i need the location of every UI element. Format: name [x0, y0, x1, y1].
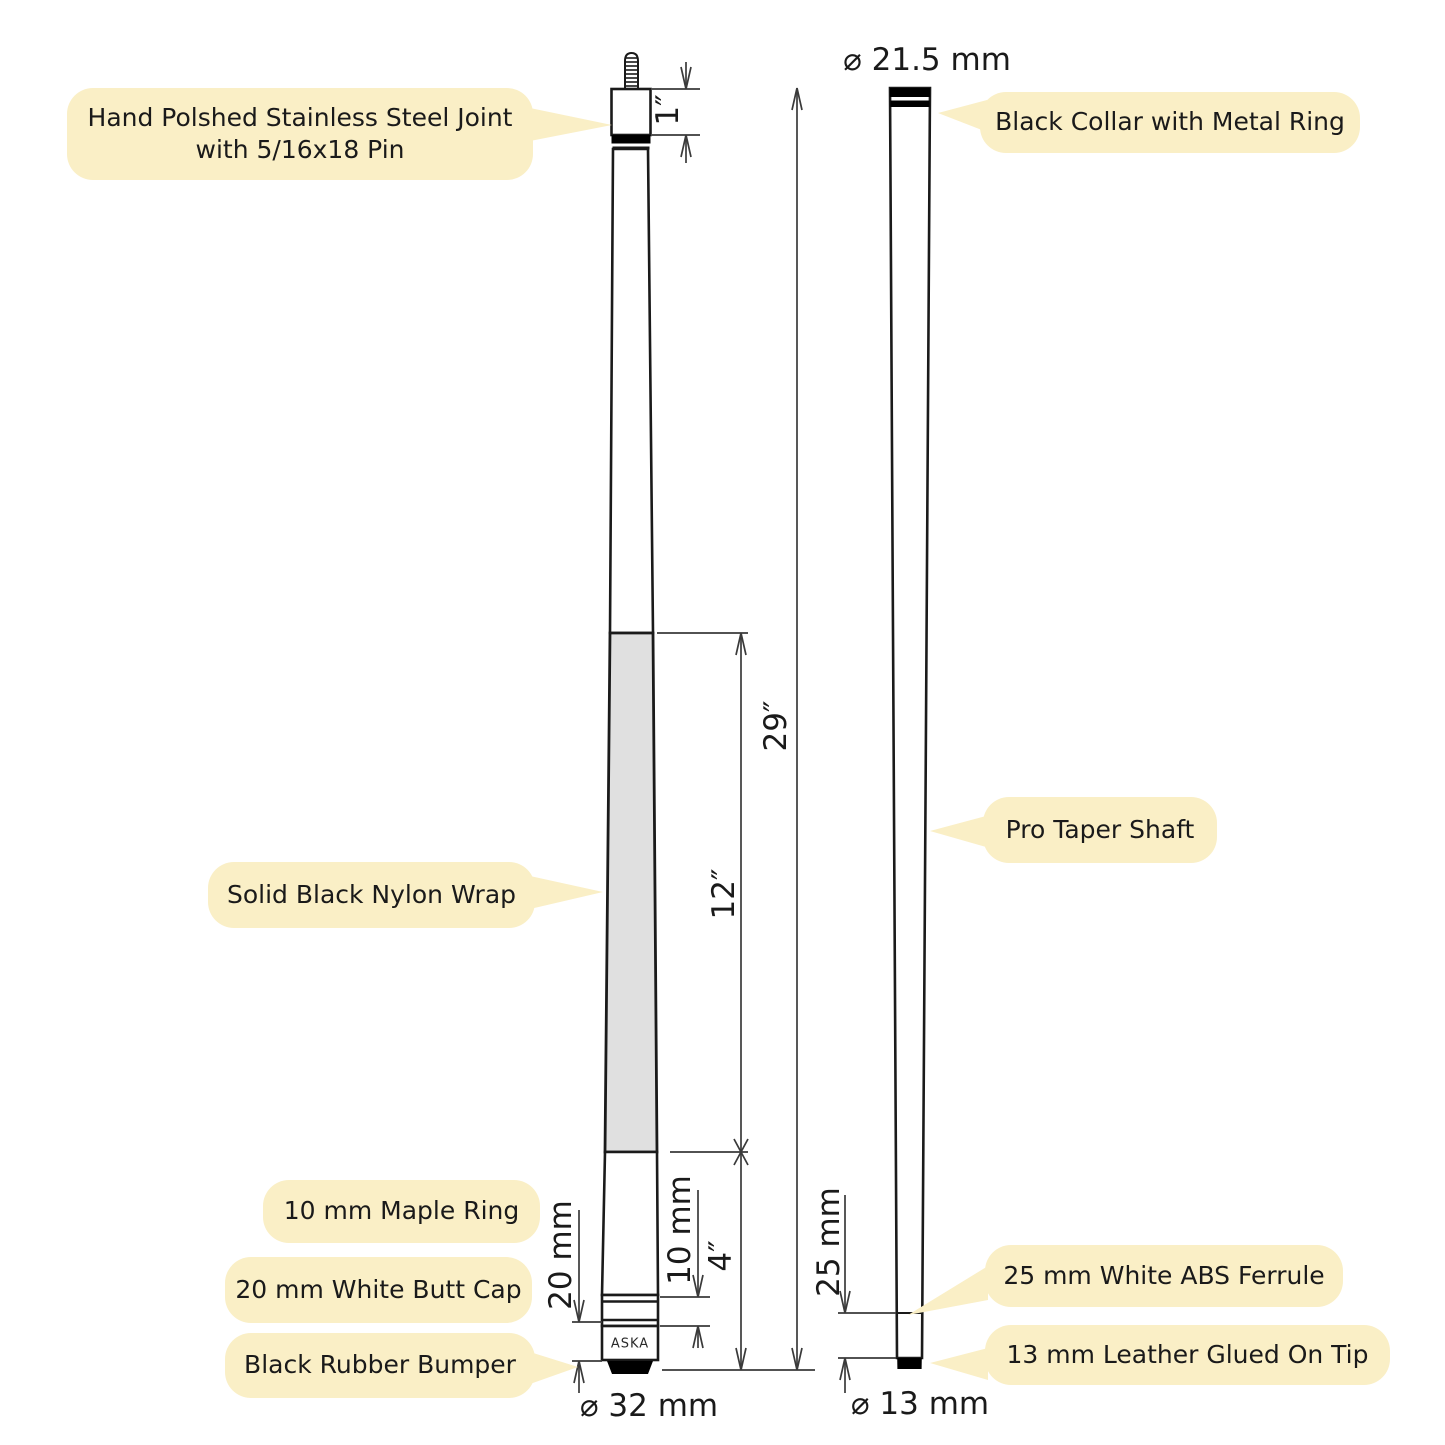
butt-section [602, 53, 658, 1374]
callout-shaft [983, 797, 1217, 863]
callout-joint-line2: with 5/16x18 Pin [195, 135, 405, 164]
butt-sleeve [602, 1152, 658, 1295]
callout-tip [985, 1325, 1390, 1385]
brand-text: ASKA [610, 1336, 650, 1352]
dim-wrap-length: 12″ [706, 868, 742, 920]
callout-maple-ring-text: 10 mm Maple Ring [283, 1196, 520, 1226]
callout-bumper [225, 1333, 535, 1398]
callout-collar [980, 92, 1360, 153]
shaft-collar-band2 [890, 101, 929, 108]
joint-black-ring [612, 135, 651, 144]
dim-joint-length: 1″ [650, 94, 686, 126]
callout-collar-text: Black Collar with Metal Ring [995, 107, 1345, 137]
callout-shaft-text: Pro Taper Shaft [1005, 814, 1195, 844]
dim-butt-cap: 20 mm [543, 1200, 579, 1310]
dim-maple-ring: 10 mm [662, 1175, 698, 1285]
dim-sleeve-length: 4″ [703, 1240, 739, 1272]
callout-wrap-text: Solid Black Nylon Wrap [226, 879, 517, 909]
leather-tip [897, 1358, 922, 1369]
maple-ring [602, 1295, 658, 1326]
callout-wrap [208, 862, 535, 928]
dim-ferrule: 25 mm [811, 1187, 847, 1297]
joint-callout-pointer [530, 108, 612, 141]
callout-butt-cap-text: 20 mm White Butt Cap [235, 1274, 522, 1304]
rubber-bumper [607, 1361, 653, 1374]
callout-butt-cap [225, 1257, 532, 1323]
callout-maple-ring [263, 1180, 540, 1243]
callout-ferrule-text: 25 mm White ABS Ferrule [1003, 1260, 1325, 1290]
callout-joint [67, 88, 533, 180]
forearm [610, 149, 653, 633]
callout-tip-text: 13 mm Leather Glued On Tip [1006, 1339, 1369, 1369]
joint-collar [612, 89, 651, 135]
dim-shaft-diameter: ⌀ 21.5 mm [843, 42, 1011, 78]
shaft-callout-pointer [930, 816, 986, 847]
callout-bumper-text: Black Rubber Bumper [244, 1350, 516, 1380]
tip-callout-pointer [930, 1348, 988, 1380]
dim-butt-diameter: ⌀ 32 mm [579, 1388, 719, 1424]
shaft-collar-band1 [890, 88, 930, 97]
bumper-callout-pointer [530, 1352, 578, 1384]
wrap-callout-pointer [530, 876, 603, 909]
wrap-section [605, 633, 657, 1152]
shaft-section [890, 88, 930, 1369]
callout-joint-line1: Hand Polshed Stainless Steel Joint [87, 102, 513, 132]
callout-ferrule [985, 1245, 1343, 1307]
dim-overall-length: 29″ [758, 700, 794, 752]
shaft-body [890, 88, 930, 1358]
dim-tip-diameter: ⌀ 13 mm [850, 1386, 990, 1422]
